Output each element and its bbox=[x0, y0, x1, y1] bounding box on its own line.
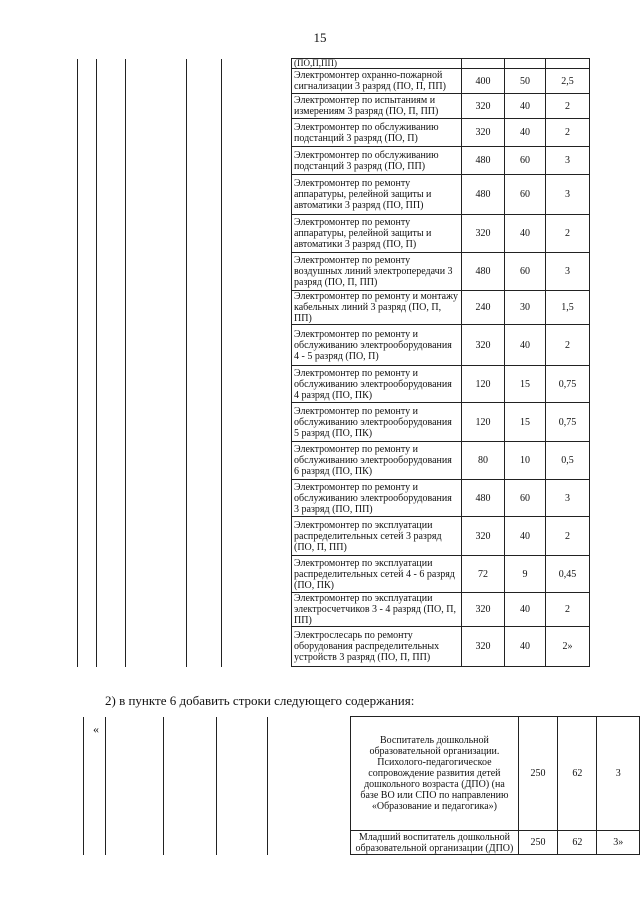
profession-name-cell: Электромонтер по ремонту и обслуживанию электрооборудования 3 разряд (ПО, ПП) bbox=[292, 480, 462, 517]
empty-cell bbox=[126, 403, 187, 442]
profession-name-cell: Электромонтер по ремонту и обслуживанию электрооборудования 5 разряд (ПО, ПК) bbox=[292, 403, 462, 442]
empty-cell bbox=[126, 69, 187, 94]
value-cell-b: 30 bbox=[505, 291, 546, 325]
empty-cell bbox=[78, 403, 97, 442]
empty-cell bbox=[78, 253, 97, 291]
empty-cell bbox=[97, 253, 126, 291]
empty-cell bbox=[97, 627, 126, 667]
value-cell-b: 60 bbox=[505, 480, 546, 517]
empty-cell bbox=[187, 593, 222, 627]
profession-name-cell: Электромонтер охранно-пожарной сигнализации 3 разряд (ПО, П, ПП) bbox=[292, 69, 462, 94]
empty-cell bbox=[97, 480, 126, 517]
empty-cell bbox=[222, 325, 292, 366]
empty-cell bbox=[84, 831, 106, 855]
empty-cell bbox=[78, 366, 97, 403]
table-row bbox=[78, 556, 590, 593]
value-cell-a: 400 bbox=[462, 69, 505, 94]
empty-cell bbox=[187, 94, 222, 119]
empty-cell bbox=[106, 717, 164, 831]
empty-cell bbox=[187, 119, 222, 147]
empty-cell bbox=[97, 175, 126, 215]
empty-cell bbox=[78, 175, 97, 215]
empty-cell bbox=[97, 69, 126, 94]
value-cell-b: 15 bbox=[505, 366, 546, 403]
value-cell-a: 320 bbox=[462, 593, 505, 627]
value-cell-b: 40 bbox=[505, 215, 546, 253]
value-cell-a: 320 bbox=[462, 215, 505, 253]
value-cell-c: 2» bbox=[546, 627, 590, 667]
empty-cell bbox=[222, 593, 292, 627]
empty-cell bbox=[187, 517, 222, 556]
value-cell-a: 80 bbox=[462, 442, 505, 480]
value-cell-c: 0,5 bbox=[546, 442, 590, 480]
value-cell-c: 2 bbox=[546, 215, 590, 253]
empty-cell bbox=[187, 366, 222, 403]
table-row bbox=[78, 442, 590, 480]
empty-cell bbox=[78, 593, 97, 627]
empty-cell bbox=[78, 69, 97, 94]
empty-cell bbox=[97, 517, 126, 556]
added-rows-table bbox=[83, 716, 640, 855]
empty-cell bbox=[222, 403, 292, 442]
empty-cell bbox=[97, 119, 126, 147]
profession-name-cell: Младший воспитатель дошкольной образовательной организации (ДПО) bbox=[351, 831, 518, 855]
empty-cell bbox=[216, 831, 267, 855]
table-row bbox=[78, 291, 590, 325]
profession-name-cell: Электромонтер по ремонту аппаратуры, релейной защиты и автоматики 3 разряд (ПО, ПП) bbox=[292, 175, 462, 215]
empty-cell bbox=[187, 253, 222, 291]
value-cell-b: 60 bbox=[505, 253, 546, 291]
empty-cell bbox=[78, 517, 97, 556]
value-cell-b: 62 bbox=[558, 717, 597, 831]
empty-cell bbox=[126, 94, 187, 119]
empty-cell bbox=[126, 215, 187, 253]
empty-cell bbox=[126, 175, 187, 215]
empty-cell bbox=[222, 442, 292, 480]
table-row bbox=[78, 593, 590, 627]
profession-name-cell: Электромонтер по ремонту аппаратуры, релейной защиты и автоматики 3 разряд (ПО, П) bbox=[292, 215, 462, 253]
empty-cell bbox=[126, 253, 187, 291]
table-row bbox=[78, 403, 590, 442]
value-cell-c: 2 bbox=[546, 325, 590, 366]
value-cell-a: 240 bbox=[462, 291, 505, 325]
empty-cell bbox=[78, 325, 97, 366]
table-row bbox=[78, 253, 590, 291]
profession-name-cell: Электромонтер по эксплуатации распределительных сетей 3 разряд (ПО, П, ПП) bbox=[292, 517, 462, 556]
value-cell-c: 3 bbox=[546, 175, 590, 215]
value-cell-b: 40 bbox=[505, 517, 546, 556]
table-row bbox=[78, 175, 590, 215]
profession-name-cell: Электромонтер по обслуживанию подстанций 3 разряд (ПО, П) bbox=[292, 119, 462, 147]
value-cell-a: 320 bbox=[462, 627, 505, 667]
profession-name-cell: Электромонтер по обслуживанию подстанций 3 разряд (ПО, ПП) bbox=[292, 147, 462, 175]
page-number: 15 bbox=[313, 30, 327, 45]
empty-cell bbox=[505, 59, 546, 69]
value-cell-c: 3 bbox=[546, 147, 590, 175]
empty-cell bbox=[78, 291, 97, 325]
empty-cell bbox=[187, 627, 222, 667]
empty-cell bbox=[222, 59, 292, 69]
value-cell-a: 480 bbox=[462, 253, 505, 291]
profession-name-cell: Электромонтер по испытаниям и измерениям 3 разряд (ПО, П, ПП) bbox=[292, 94, 462, 119]
profession-name-cell: Электромонтер по ремонту и обслуживанию электрооборудования 4 разряд (ПО, ПК) bbox=[292, 366, 462, 403]
value-cell-a: 320 bbox=[462, 119, 505, 147]
value-cell-a: 120 bbox=[462, 403, 505, 442]
value-cell-b: 40 bbox=[505, 627, 546, 667]
empty-cell bbox=[78, 119, 97, 147]
value-cell-b: 62 bbox=[558, 831, 597, 855]
value-cell-a: 320 bbox=[462, 94, 505, 119]
value-cell-c: 0,75 bbox=[546, 403, 590, 442]
value-cell-b: 10 bbox=[505, 442, 546, 480]
value-cell-c: 3» bbox=[597, 831, 640, 855]
value-cell-b: 60 bbox=[505, 147, 546, 175]
table-row bbox=[78, 147, 590, 175]
empty-cell bbox=[126, 291, 187, 325]
opening-quote-mark: « bbox=[93, 722, 99, 736]
empty-cell bbox=[126, 366, 187, 403]
value-cell-c: 2 bbox=[546, 593, 590, 627]
empty-cell bbox=[222, 175, 292, 215]
value-cell-b: 60 bbox=[505, 175, 546, 215]
empty-cell bbox=[187, 291, 222, 325]
empty-cell bbox=[187, 59, 222, 69]
empty-cell bbox=[97, 593, 126, 627]
table-row bbox=[78, 119, 590, 147]
value-cell-b: 40 bbox=[505, 94, 546, 119]
table-row bbox=[78, 69, 590, 94]
empty-cell bbox=[97, 215, 126, 253]
value-cell-a: 250 bbox=[518, 831, 558, 855]
profession-name-cell: Электромонтер по эксплуатации электросчетчиков 3 - 4 разряд (ПО, П, ПП) bbox=[292, 593, 462, 627]
empty-cell bbox=[126, 593, 187, 627]
empty-cell bbox=[126, 59, 187, 69]
empty-cell bbox=[222, 366, 292, 403]
value-cell-c: 2 bbox=[546, 517, 590, 556]
value-cell-c: 1,5 bbox=[546, 291, 590, 325]
value-cell-c: 0,45 bbox=[546, 556, 590, 593]
empty-cell bbox=[78, 215, 97, 253]
empty-cell bbox=[267, 717, 350, 831]
empty-cell bbox=[78, 480, 97, 517]
table-row bbox=[78, 94, 590, 119]
empty-cell bbox=[164, 831, 217, 855]
empty-cell bbox=[78, 94, 97, 119]
empty-cell bbox=[222, 147, 292, 175]
profession-name-cell: Воспитатель дошкольной образовательной организации. Психолого-педагогическое сопровождение развития детей дошкольного возраста (ДПО) (на базе ВО или СПО по направлению «Образование и педагогика») bbox=[351, 717, 518, 831]
value-cell-c: 3 bbox=[546, 253, 590, 291]
profession-table-continued bbox=[77, 58, 590, 667]
profession-name-cell: Электромонтер по ремонту воздушных линий электропередачи 3 разряд (ПО, П, ПП) bbox=[292, 253, 462, 291]
value-cell-a: 320 bbox=[462, 517, 505, 556]
table-row bbox=[78, 517, 590, 556]
empty-cell bbox=[187, 480, 222, 517]
empty-cell bbox=[462, 59, 505, 69]
table-row bbox=[78, 480, 590, 517]
value-cell-a: 72 bbox=[462, 556, 505, 593]
empty-cell bbox=[187, 556, 222, 593]
profession-name-cell: Электромонтер по ремонту и обслуживанию электрооборудования 6 разряд (ПО, ПК) bbox=[292, 442, 462, 480]
empty-cell bbox=[78, 627, 97, 667]
header-fragment-cell: (ПО,П,ПП) bbox=[292, 59, 462, 69]
table-row bbox=[84, 717, 640, 831]
empty-cell bbox=[187, 69, 222, 94]
profession-name-cell: Электромонтер по ремонту и обслуживанию электрооборудования 4 - 5 разряд (ПО, П) bbox=[292, 325, 462, 366]
empty-cell bbox=[187, 215, 222, 253]
empty-cell bbox=[78, 59, 97, 69]
empty-cell bbox=[97, 556, 126, 593]
empty-cell bbox=[97, 94, 126, 119]
empty-cell bbox=[187, 175, 222, 215]
empty-cell bbox=[222, 517, 292, 556]
empty-cell bbox=[126, 119, 187, 147]
empty-cell bbox=[546, 59, 590, 69]
empty-cell bbox=[97, 442, 126, 480]
empty-cell bbox=[187, 325, 222, 366]
value-cell-b: 40 bbox=[505, 325, 546, 366]
value-cell-a: 480 bbox=[462, 175, 505, 215]
value-cell-b: 50 bbox=[505, 69, 546, 94]
table-row-header-fragment bbox=[78, 59, 590, 69]
value-cell-c: 0,75 bbox=[546, 366, 590, 403]
empty-cell bbox=[78, 442, 97, 480]
empty-cell bbox=[164, 717, 217, 831]
value-cell-c: 2 bbox=[546, 119, 590, 147]
empty-cell bbox=[222, 253, 292, 291]
empty-cell bbox=[222, 119, 292, 147]
empty-cell bbox=[222, 94, 292, 119]
value-cell-b: 40 bbox=[505, 119, 546, 147]
empty-cell bbox=[216, 717, 267, 831]
value-cell-a: 250 bbox=[518, 717, 558, 831]
empty-cell bbox=[187, 403, 222, 442]
profession-name-cell: Электромонтер по эксплуатации распределительных сетей 4 - 6 разряд (ПО, ПК) bbox=[292, 556, 462, 593]
empty-cell bbox=[222, 480, 292, 517]
value-cell-b: 9 bbox=[505, 556, 546, 593]
empty-cell bbox=[222, 291, 292, 325]
value-cell-b: 40 bbox=[505, 593, 546, 627]
empty-cell bbox=[126, 325, 187, 366]
value-cell-b: 15 bbox=[505, 403, 546, 442]
value-cell-a: 480 bbox=[462, 480, 505, 517]
value-cell-c: 2 bbox=[546, 94, 590, 119]
empty-cell bbox=[106, 831, 164, 855]
empty-cell bbox=[222, 215, 292, 253]
table-row bbox=[78, 366, 590, 403]
table-row bbox=[78, 325, 590, 366]
empty-cell bbox=[126, 480, 187, 517]
empty-cell bbox=[126, 517, 187, 556]
empty-cell bbox=[222, 69, 292, 94]
value-cell-a: 480 bbox=[462, 147, 505, 175]
empty-cell bbox=[267, 831, 350, 855]
empty-cell bbox=[187, 442, 222, 480]
value-cell-a: 120 bbox=[462, 366, 505, 403]
table-row bbox=[84, 831, 640, 855]
value-cell-c: 3 bbox=[546, 480, 590, 517]
empty-cell bbox=[78, 147, 97, 175]
empty-cell bbox=[97, 325, 126, 366]
section-heading: 2) в пункте 6 добавить строки следующего содержания: bbox=[105, 693, 415, 708]
empty-cell bbox=[97, 366, 126, 403]
value-cell-c: 2,5 bbox=[546, 69, 590, 94]
empty-cell bbox=[126, 556, 187, 593]
empty-cell bbox=[187, 147, 222, 175]
empty-cell bbox=[126, 442, 187, 480]
empty-cell bbox=[97, 59, 126, 69]
empty-cell bbox=[126, 147, 187, 175]
empty-cell bbox=[97, 403, 126, 442]
empty-cell bbox=[97, 291, 126, 325]
profession-name-cell: Электромонтер по ремонту и монтажу кабельных линий 3 разряд (ПО, П, ПП) bbox=[292, 291, 462, 325]
profession-name-cell: Электрослесарь по ремонту оборудования распределительных устройств 3 разряд (ПО, П, ПП) bbox=[292, 627, 462, 667]
empty-cell bbox=[78, 556, 97, 593]
empty-cell bbox=[97, 147, 126, 175]
value-cell-a: 320 bbox=[462, 325, 505, 366]
table-row bbox=[78, 627, 590, 667]
table-row bbox=[78, 215, 590, 253]
value-cell-c: 3 bbox=[597, 717, 640, 831]
empty-cell bbox=[126, 627, 187, 667]
empty-cell bbox=[222, 556, 292, 593]
empty-cell bbox=[222, 627, 292, 667]
